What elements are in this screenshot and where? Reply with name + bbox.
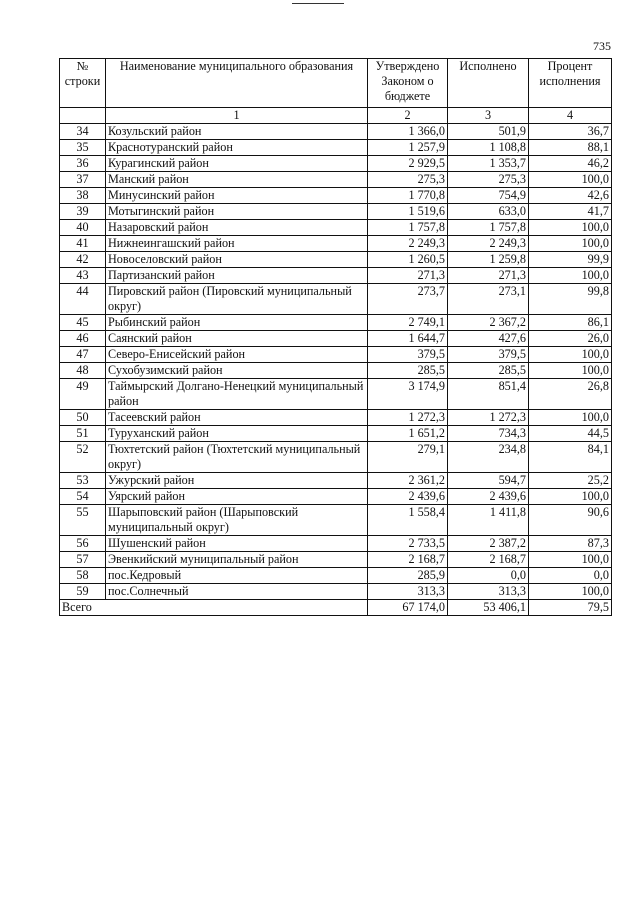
municipality-name: Партизанский район bbox=[106, 268, 368, 284]
executed-amount: 379,5 bbox=[448, 347, 529, 363]
municipality-name: Уярский район bbox=[106, 489, 368, 505]
execution-percent: 100,0 bbox=[529, 489, 612, 505]
approved-amount: 1 272,3 bbox=[368, 410, 448, 426]
table-row bbox=[60, 442, 612, 473]
approved-amount: 313,3 bbox=[368, 584, 448, 600]
row-number: 47 bbox=[60, 347, 106, 363]
municipality-name: Туруханский район bbox=[106, 426, 368, 442]
table-row bbox=[60, 426, 612, 442]
approved-amount: 1 519,6 bbox=[368, 204, 448, 220]
row-number: 59 bbox=[60, 584, 106, 600]
executed-amount: 275,3 bbox=[448, 172, 529, 188]
execution-percent: 90,6 bbox=[529, 505, 612, 536]
table-row bbox=[60, 236, 612, 252]
approved-amount: 1 260,5 bbox=[368, 252, 448, 268]
table-header-row bbox=[60, 59, 612, 108]
executed-amount: 633,0 bbox=[448, 204, 529, 220]
table-row bbox=[60, 552, 612, 568]
executed-amount: 594,7 bbox=[448, 473, 529, 489]
approved-amount: 2 929,5 bbox=[368, 156, 448, 172]
row-number: 40 bbox=[60, 220, 106, 236]
executed-amount: 234,8 bbox=[448, 442, 529, 473]
execution-percent: 84,1 bbox=[529, 442, 612, 473]
table-row bbox=[60, 473, 612, 489]
row-number: 46 bbox=[60, 331, 106, 347]
municipality-name: Шарыповский район (Шарыповский муниципальный округ) bbox=[106, 505, 368, 536]
approved-amount: 2 361,2 bbox=[368, 473, 448, 489]
table-row bbox=[60, 268, 612, 284]
row-number: 35 bbox=[60, 140, 106, 156]
table-row bbox=[60, 284, 612, 315]
municipality-name: Курагинский район bbox=[106, 156, 368, 172]
execution-percent: 99,9 bbox=[529, 252, 612, 268]
row-number: 39 bbox=[60, 204, 106, 220]
executed-amount: 285,5 bbox=[448, 363, 529, 379]
approved-amount: 275,3 bbox=[368, 172, 448, 188]
approved-amount: 2 439,6 bbox=[368, 489, 448, 505]
approved-amount: 2 168,7 bbox=[368, 552, 448, 568]
execution-percent: 87,3 bbox=[529, 536, 612, 552]
executed-amount: 851,4 bbox=[448, 379, 529, 410]
row-number: 42 bbox=[60, 252, 106, 268]
header-approved: Утверждено Законом о бюджете bbox=[368, 59, 448, 108]
row-number: 44 bbox=[60, 284, 106, 315]
table-row bbox=[60, 172, 612, 188]
table-row bbox=[60, 156, 612, 172]
column-index: 4 bbox=[529, 108, 612, 124]
row-number: 34 bbox=[60, 124, 106, 140]
executed-amount: 1 259,8 bbox=[448, 252, 529, 268]
executed-amount: 1 353,7 bbox=[448, 156, 529, 172]
execution-percent: 46,2 bbox=[529, 156, 612, 172]
execution-percent: 0,0 bbox=[529, 568, 612, 584]
executed-amount: 2 367,2 bbox=[448, 315, 529, 331]
column-index-row bbox=[60, 108, 612, 124]
executed-amount: 1 411,8 bbox=[448, 505, 529, 536]
execution-percent: 100,0 bbox=[529, 172, 612, 188]
execution-percent: 42,6 bbox=[529, 188, 612, 204]
execution-percent: 100,0 bbox=[529, 584, 612, 600]
municipality-name: Рыбинский район bbox=[106, 315, 368, 331]
row-number: 56 bbox=[60, 536, 106, 552]
table-row bbox=[60, 536, 612, 552]
execution-percent: 100,0 bbox=[529, 347, 612, 363]
municipality-name: Мотыгинский район bbox=[106, 204, 368, 220]
executed-amount: 2 387,2 bbox=[448, 536, 529, 552]
row-number: 55 bbox=[60, 505, 106, 536]
table-row bbox=[60, 347, 612, 363]
column-index: 2 bbox=[368, 108, 448, 124]
municipality-name: Назаровский район bbox=[106, 220, 368, 236]
approved-amount: 3 174,9 bbox=[368, 379, 448, 410]
table-row bbox=[60, 379, 612, 410]
execution-percent: 100,0 bbox=[529, 410, 612, 426]
municipality-name: Краснотуранский район bbox=[106, 140, 368, 156]
table-row bbox=[60, 410, 612, 426]
approved-amount: 1 366,0 bbox=[368, 124, 448, 140]
header-percent: Процент исполнения bbox=[529, 59, 612, 108]
table-row bbox=[60, 188, 612, 204]
row-number: 49 bbox=[60, 379, 106, 410]
row-number: 36 bbox=[60, 156, 106, 172]
row-number: 54 bbox=[60, 489, 106, 505]
executed-amount: 1 757,8 bbox=[448, 220, 529, 236]
row-number: 52 bbox=[60, 442, 106, 473]
row-number: 45 bbox=[60, 315, 106, 331]
approved-amount: 2 733,5 bbox=[368, 536, 448, 552]
executed-amount: 2 249,3 bbox=[448, 236, 529, 252]
executed-amount: 501,9 bbox=[448, 124, 529, 140]
municipality-name: Северо-Енисейский район bbox=[106, 347, 368, 363]
header-executed: Исполнено bbox=[448, 59, 529, 108]
page-number: 735 bbox=[593, 39, 611, 53]
execution-percent: 86,1 bbox=[529, 315, 612, 331]
row-number: 58 bbox=[60, 568, 106, 584]
approved-amount: 379,5 bbox=[368, 347, 448, 363]
table-row bbox=[60, 220, 612, 236]
execution-percent: 26,0 bbox=[529, 331, 612, 347]
total-percent: 79,5 bbox=[529, 600, 612, 616]
table-row bbox=[60, 124, 612, 140]
table-row bbox=[60, 140, 612, 156]
executed-amount: 2 168,7 bbox=[448, 552, 529, 568]
approved-amount: 279,1 bbox=[368, 442, 448, 473]
table-row bbox=[60, 489, 612, 505]
executed-amount: 754,9 bbox=[448, 188, 529, 204]
executed-amount: 734,3 bbox=[448, 426, 529, 442]
budget-execution-table bbox=[59, 58, 612, 616]
table-row bbox=[60, 568, 612, 584]
municipality-name: Пировский район (Пировский муниципальный округ) bbox=[106, 284, 368, 315]
execution-percent: 99,8 bbox=[529, 284, 612, 315]
row-number: 53 bbox=[60, 473, 106, 489]
execution-percent: 41,7 bbox=[529, 204, 612, 220]
municipality-name: Эвенкийский муниципальный район bbox=[106, 552, 368, 568]
municipality-name: Таймырский Долгано-Ненецкий муниципальный район bbox=[106, 379, 368, 410]
execution-percent: 36,7 bbox=[529, 124, 612, 140]
row-number: 57 bbox=[60, 552, 106, 568]
row-number: 37 bbox=[60, 172, 106, 188]
approved-amount: 2 749,1 bbox=[368, 315, 448, 331]
approved-amount: 285,5 bbox=[368, 363, 448, 379]
municipality-name: Сухобузимский район bbox=[106, 363, 368, 379]
row-number: 38 bbox=[60, 188, 106, 204]
approved-amount: 1 644,7 bbox=[368, 331, 448, 347]
table-row bbox=[60, 363, 612, 379]
executed-amount: 2 439,6 bbox=[448, 489, 529, 505]
municipality-name: Новоселовский район bbox=[106, 252, 368, 268]
row-number: 50 bbox=[60, 410, 106, 426]
table-row bbox=[60, 584, 612, 600]
municipality-name: Минусинский район bbox=[106, 188, 368, 204]
municipality-name: Саянский район bbox=[106, 331, 368, 347]
approved-amount: 285,9 bbox=[368, 568, 448, 584]
approved-amount: 1 757,8 bbox=[368, 220, 448, 236]
municipality-name: пос.Кедровый bbox=[106, 568, 368, 584]
approved-amount: 273,7 bbox=[368, 284, 448, 315]
column-index: 1 bbox=[106, 108, 368, 124]
total-approved: 67 174,0 bbox=[368, 600, 448, 616]
municipality-name: Козульский район bbox=[106, 124, 368, 140]
table-row bbox=[60, 505, 612, 536]
execution-percent: 100,0 bbox=[529, 268, 612, 284]
top-rule bbox=[292, 3, 344, 4]
row-number: 48 bbox=[60, 363, 106, 379]
row-number: 41 bbox=[60, 236, 106, 252]
header-municipality-name: Наименование муниципального образования bbox=[106, 59, 368, 108]
execution-percent: 88,1 bbox=[529, 140, 612, 156]
total-row bbox=[60, 600, 612, 616]
table-row bbox=[60, 331, 612, 347]
executed-amount: 273,1 bbox=[448, 284, 529, 315]
approved-amount: 1 651,2 bbox=[368, 426, 448, 442]
row-number: 43 bbox=[60, 268, 106, 284]
execution-percent: 25,2 bbox=[529, 473, 612, 489]
execution-percent: 100,0 bbox=[529, 236, 612, 252]
execution-percent: 100,0 bbox=[529, 552, 612, 568]
executed-amount: 1 272,3 bbox=[448, 410, 529, 426]
column-index-empty bbox=[60, 108, 106, 124]
table-row bbox=[60, 315, 612, 331]
total-label: Всего bbox=[60, 600, 368, 616]
header-row-number: № строки bbox=[60, 59, 106, 108]
table-row bbox=[60, 252, 612, 268]
executed-amount: 271,3 bbox=[448, 268, 529, 284]
execution-percent: 100,0 bbox=[529, 220, 612, 236]
executed-amount: 313,3 bbox=[448, 584, 529, 600]
execution-percent: 44,5 bbox=[529, 426, 612, 442]
municipality-name: Нижнеингашский район bbox=[106, 236, 368, 252]
executed-amount: 1 108,8 bbox=[448, 140, 529, 156]
column-index: 3 bbox=[448, 108, 529, 124]
executed-amount: 427,6 bbox=[448, 331, 529, 347]
municipality-name: Тюхтетский район (Тюхтетский муниципальный округ) bbox=[106, 442, 368, 473]
approved-amount: 271,3 bbox=[368, 268, 448, 284]
municipality-name: Ужурский район bbox=[106, 473, 368, 489]
executed-amount: 0,0 bbox=[448, 568, 529, 584]
municipality-name: Шушенский район bbox=[106, 536, 368, 552]
execution-percent: 100,0 bbox=[529, 363, 612, 379]
table-row bbox=[60, 204, 612, 220]
approved-amount: 1 257,9 bbox=[368, 140, 448, 156]
approved-amount: 1 770,8 bbox=[368, 188, 448, 204]
municipality-name: Тасеевский район bbox=[106, 410, 368, 426]
total-executed: 53 406,1 bbox=[448, 600, 529, 616]
execution-percent: 26,8 bbox=[529, 379, 612, 410]
municipality-name: пос.Солнечный bbox=[106, 584, 368, 600]
approved-amount: 2 249,3 bbox=[368, 236, 448, 252]
municipality-name: Манский район bbox=[106, 172, 368, 188]
row-number: 51 bbox=[60, 426, 106, 442]
approved-amount: 1 558,4 bbox=[368, 505, 448, 536]
table-body bbox=[60, 124, 612, 600]
